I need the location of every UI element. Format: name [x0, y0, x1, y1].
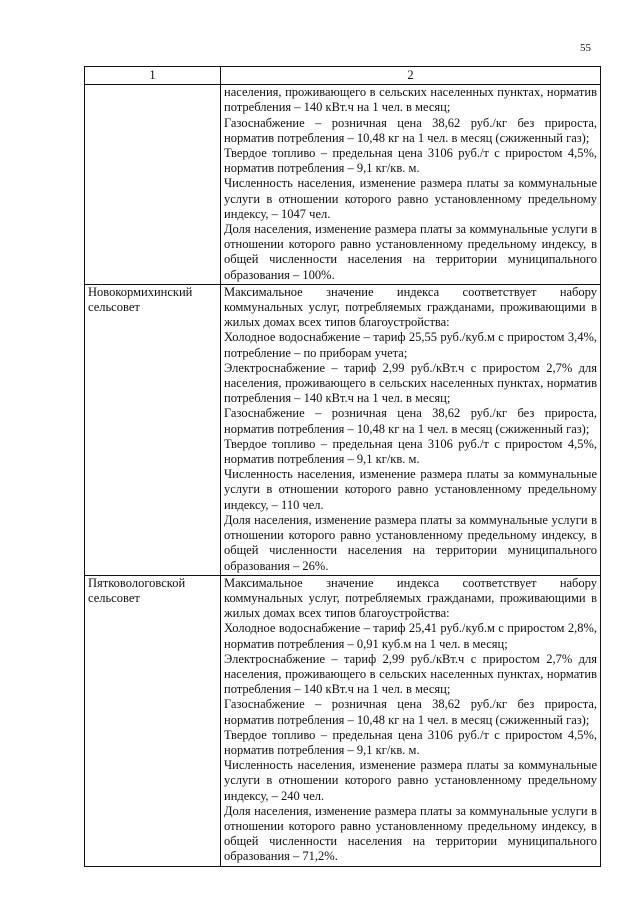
index-description-cell — [221, 575, 601, 866]
table-row — [85, 85, 601, 285]
description-paragraph: Доля населения, изменение размера платы за коммунальные услуги в отношении которого равно установленному предельному индексу, в общей численности населения на территории муниципального образования – 100%. — [224, 222, 597, 282]
description-paragraph: Численность населения, изменение размера платы за коммунальные услуги в отношении которого равно установленному предельному индексу, – 1047 чел. — [224, 176, 597, 221]
table-body — [85, 85, 601, 866]
description-paragraph: Твердое топливо – предельная цена 3106 руб./т с приростом 4,5%, норматив потребления – 9,1 кг/кв. м. — [224, 146, 597, 176]
description-paragraph: Доля населения, изменение размера платы за коммунальные услуги в отношении которого равно установленному предельному индексу, в общей численности населения на территории муниципального образования – 71,2%. — [224, 803, 597, 864]
page-number: 55 — [580, 42, 591, 54]
settlement-name-cell — [85, 85, 221, 285]
index-description-cell — [221, 284, 601, 575]
column-header: 1 — [85, 67, 221, 85]
table-row — [85, 575, 601, 866]
column-header: 2 — [221, 67, 601, 85]
description-paragraph: Твердое топливо – предельная цена 3106 руб./т с приростом 4,5%, норматив потребления – 9,1 кг/кв. м. — [224, 727, 597, 757]
table-row — [85, 284, 601, 575]
description-paragraph: Максимальное значение индекса соответствует набору коммунальных услуг, потребляемых гражданами, проживающими в жилых домах всех типов благоустройства: — [224, 575, 597, 621]
description-paragraph: Электроснабжение – тариф 2,99 руб./кВт.ч с приростом 2,7% для населения, проживающего в сельских населенных пунктах, норматив потребления – 140 кВт.ч на 1 чел. в месяц; — [224, 360, 597, 406]
utility-index-table — [84, 66, 601, 867]
description-paragraph: Численность населения, изменение размера платы за коммунальные услуги в отношении которого равно установленному предельному индексу, – 110 чел. — [224, 467, 597, 512]
description-paragraph: Холодное водоснабжение – тариф 25,55 руб./куб.м с приростом 3,4%, потребление – по приборам учета; — [224, 330, 597, 360]
index-description-cell — [221, 85, 601, 285]
description-paragraph: Холодное водоснабжение – тариф 25,41 руб./куб.м с приростом 2,8%, норматив потребления – 0,91 куб.м на 1 чел. в месяц; — [224, 621, 597, 651]
description-paragraph: Газоснабжение – розничная цена 38,62 руб./кг без прироста, норматив потребления – 10,48 кг на 1 чел. в месяц (сжиженный газ); — [224, 697, 597, 727]
description-paragraph: Доля населения, изменение размера платы за коммунальные услуги в отношении которого равно установленному предельному индексу, в общей численности населения на территории муниципального образования – 26%. — [224, 512, 597, 573]
description-paragraph: населения, проживающего в сельских населенных пунктах, норматив потребления – 140 кВт.ч на 1 чел. в месяц; — [224, 85, 597, 115]
table-header-row — [85, 67, 601, 85]
description-paragraph: Твердое топливо – предельная цена 3106 руб./т с приростом 4,5%, норматив потребления – 9,1 кг/кв. м. — [224, 436, 597, 467]
description-paragraph: Максимальное значение индекса соответствует набору коммунальных услуг, потребляемых гражданами, проживающими в жилых домах всех типов благоустройства: — [224, 284, 597, 330]
settlement-name-cell: Пятковологовской сельсовет — [85, 575, 221, 866]
description-paragraph: Газоснабжение – розничная цена 38,62 руб./кг без прироста, норматив потребления – 10,48 кг на 1 чел. в месяц (сжиженный газ); — [224, 115, 597, 145]
description-paragraph: Электроснабжение – тариф 2,99 руб./кВт.ч с приростом 2,7% для населения, проживающего в сельских населенных пунктах, норматив потребления – 140 кВт.ч на 1 чел. в месяц; — [224, 651, 597, 697]
description-paragraph: Газоснабжение – розничная цена 38,62 руб./кг без прироста, норматив потребления – 10,48 кг на 1 чел. в месяц (сжиженный газ); — [224, 406, 597, 436]
settlement-name-cell: Новокормихинский сельсовет — [85, 284, 221, 575]
description-paragraph: Численность населения, изменение размера платы за коммунальные услуги в отношении которого равно установленному предельному индексу, – 240 чел. — [224, 758, 597, 803]
